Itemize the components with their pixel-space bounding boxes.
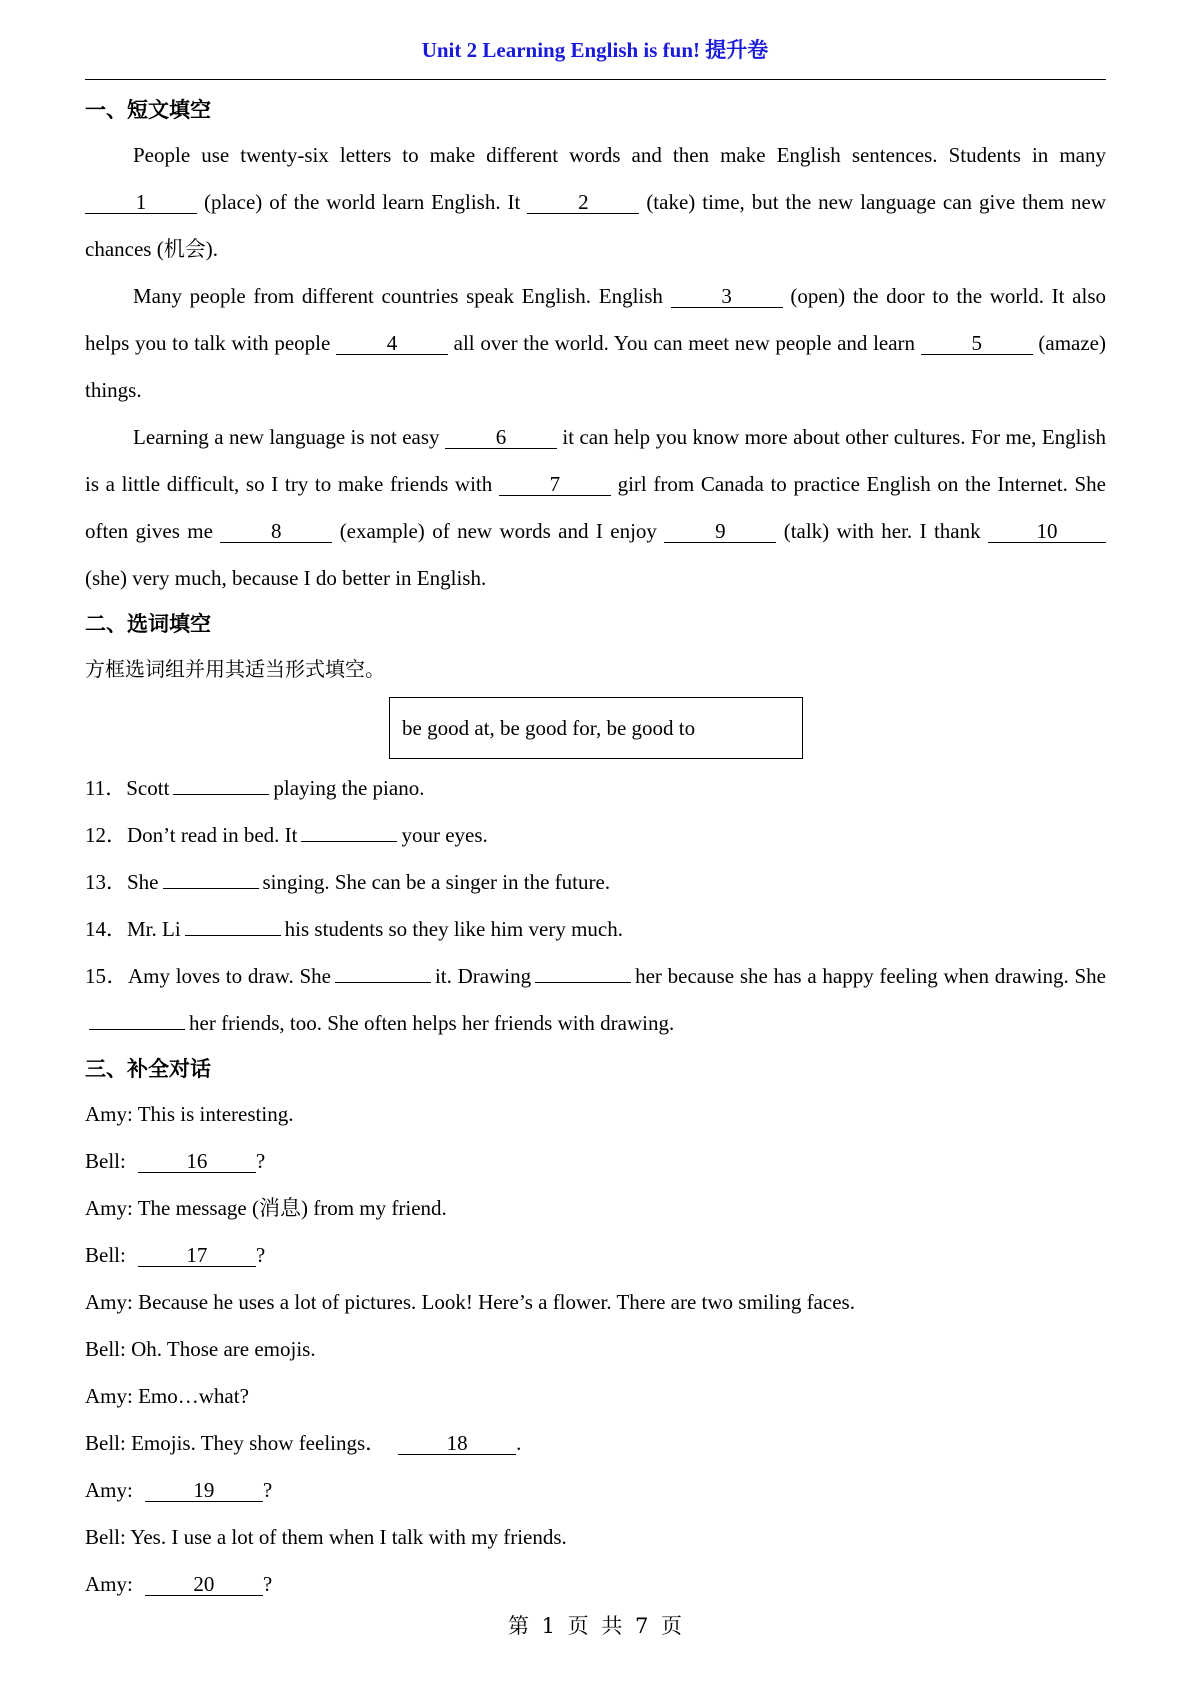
text: your eyes. xyxy=(401,823,488,847)
text: People use twenty-six letters to make different words and then make English sentences. Students in many xyxy=(133,143,1106,167)
speaker: Amy: xyxy=(85,1478,133,1502)
word-box-wrap xyxy=(85,693,1106,765)
document-title: Unit 2 Learning English is fun! 提升卷 xyxy=(421,38,769,62)
question-number: 12． xyxy=(85,823,127,847)
dialogue-line xyxy=(85,1138,1106,1185)
section-title-2: 二、选词填空 xyxy=(85,612,211,636)
text: Scott xyxy=(126,776,170,800)
text: She xyxy=(127,870,159,894)
blank-1: 1 xyxy=(85,191,197,214)
section-title-3: 三、补全对话 xyxy=(85,1057,211,1081)
dialogue-line: Amy: Emo…what? xyxy=(85,1384,249,1408)
blank-18: 18 xyxy=(398,1432,516,1455)
dialogue-line xyxy=(85,1561,1106,1608)
text: her friends, too. She often helps her friends with drawing. xyxy=(189,1011,675,1035)
text: ? xyxy=(262,1478,273,1502)
dialogue-line: Amy: This is interesting. xyxy=(85,1102,294,1126)
text: it can help you know more about other cultures. For me, English is a little difficult, so I try to make friends with xyxy=(85,425,1107,496)
blank-8: 8 xyxy=(220,520,332,543)
question-15 xyxy=(85,953,1106,1047)
speaker: Bell: xyxy=(85,1243,126,1267)
answer-blank[interactable] xyxy=(185,917,281,936)
text: (she) very much, because I do better in English. xyxy=(85,566,487,590)
text: ? xyxy=(255,1243,266,1267)
blank-5: 5 xyxy=(921,332,1033,355)
blank-6: 6 xyxy=(445,426,557,449)
text: (take) time, but the new language can give them new chances (机会). xyxy=(85,190,1107,261)
blank-7: 7 xyxy=(499,473,611,496)
answer-blank[interactable] xyxy=(173,776,269,795)
text: singing. She can be a singer in the future. xyxy=(262,870,611,894)
question-13 xyxy=(85,859,1106,906)
passage-paragraph-1 xyxy=(85,132,1106,273)
answer-blank[interactable] xyxy=(163,870,259,889)
page-footer: 第 1 页 共 7 页 xyxy=(507,1614,683,1638)
text: all over the world. You can meet new people and learn xyxy=(453,331,916,355)
question-number: 14． xyxy=(85,917,127,941)
question-number: 15． xyxy=(85,964,128,988)
text: girl from Canada to practice English on the Internet. She often gives me xyxy=(85,472,1107,543)
question-12 xyxy=(85,812,1106,859)
text: (place) of the world learn English. It xyxy=(203,190,521,214)
dialogue-line xyxy=(85,1420,1106,1467)
text: (talk) with her. I thank xyxy=(783,519,981,543)
blank-16: 16 xyxy=(138,1150,256,1173)
text: his students so they like him very much. xyxy=(284,917,623,941)
blank-9: 9 xyxy=(664,520,776,543)
text: (amaze) things. xyxy=(85,331,1106,402)
section-title-1: 一、短文填空 xyxy=(85,98,211,122)
blank-17: 17 xyxy=(138,1244,256,1267)
speaker: Amy: xyxy=(85,1572,133,1596)
speaker: Bell: xyxy=(85,1149,126,1173)
blank-2: 2 xyxy=(527,191,639,214)
header-rule xyxy=(85,79,1106,80)
blank-19: 19 xyxy=(145,1479,263,1502)
text: playing the piano. xyxy=(273,776,425,800)
blank-3: 3 xyxy=(671,285,783,308)
text: Learning a new language is not easy xyxy=(133,425,440,449)
text: . xyxy=(516,1431,522,1455)
text: it. Drawing xyxy=(434,964,532,988)
dialogue-line: Amy: The message (消息) from my friend. xyxy=(85,1196,447,1220)
dialogue-line xyxy=(85,1467,1106,1514)
blank-10: 10 xyxy=(988,520,1106,543)
instruction: 方框选词组并用其适当形式填空。 xyxy=(85,657,385,681)
dialogue-line: Amy: Because he uses a lot of pictures. Look! Here’s a flower. There are two smiling faces. xyxy=(85,1290,855,1314)
passage-paragraph-2 xyxy=(85,273,1106,414)
answer-blank[interactable] xyxy=(535,964,631,983)
question-14 xyxy=(85,906,1106,953)
dialogue-line xyxy=(85,1232,1106,1279)
text: (example) of new words and I enjoy xyxy=(339,519,657,543)
answer-blank[interactable] xyxy=(301,823,397,842)
word-box: be good at, be good for, be good to xyxy=(389,697,803,759)
question-number: 13． xyxy=(85,870,127,894)
text: Amy loves to draw. She xyxy=(127,964,331,988)
text: her because she has a happy feeling when drawing. She xyxy=(635,964,1106,988)
dialogue-line: Bell: Yes. I use a lot of them when I talk with my friends. xyxy=(85,1525,567,1549)
question-11 xyxy=(85,765,1106,812)
text: Many people from different countries speak English. English xyxy=(133,284,663,308)
text: ? xyxy=(255,1149,266,1173)
blank-4: 4 xyxy=(336,332,448,355)
text: Don’t read in bed. It xyxy=(127,823,298,847)
text: (open) the door to the world. It also helps you to talk with people xyxy=(85,284,1107,355)
answer-blank[interactable] xyxy=(335,964,431,983)
text: ? xyxy=(262,1572,273,1596)
speaker: Bell: Emojis. They show feelings． xyxy=(85,1431,387,1455)
content xyxy=(85,88,1106,1608)
answer-blank[interactable] xyxy=(89,1011,185,1030)
blank-20: 20 xyxy=(145,1573,263,1596)
question-number: 11． xyxy=(85,776,127,800)
passage-paragraph-3 xyxy=(85,414,1106,602)
text: Mr. Li xyxy=(127,917,181,941)
dialogue-line: Bell: Oh. Those are emojis. xyxy=(85,1337,316,1361)
